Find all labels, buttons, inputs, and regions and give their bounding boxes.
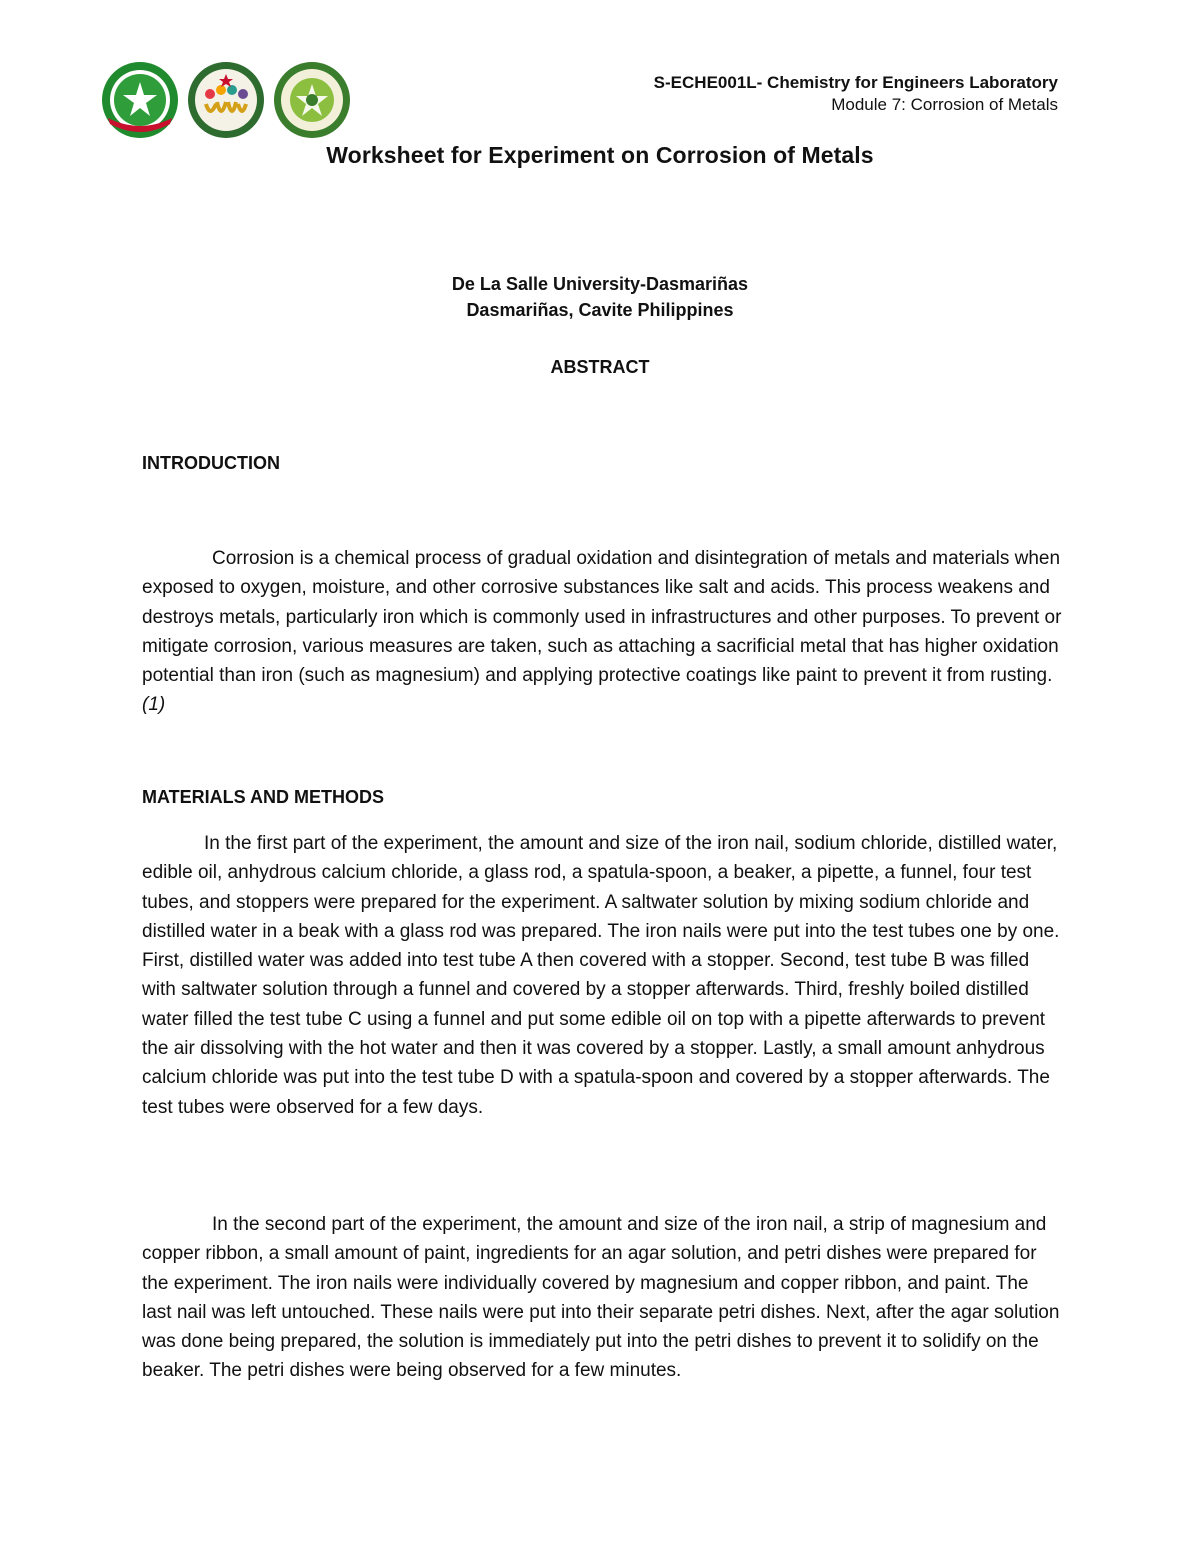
- institution-name: De La Salle University-Dasmariñas: [451, 274, 749, 294]
- module-title: Module 7: Corrosion of Metals: [831, 95, 1058, 114]
- methods-paragraph-2: In the second part of the experiment, the amount and size of the iron nail, a strip of magnesium and copper ribbon, a small amount of paint, ingredients for an agar solution, and petri dishes were prepared for the experiment. The iron nails were individually covered by magnesium and copper ribbon, and paint. The last nail was left untouched. These nails were put into their separate petri dishes. Next, after the agar solution was done being prepared, the solution is immediately put into the petri dishes to prevent it to solidify on the beaker. The petri dishes were being observed for a few minutes.: [142, 1214, 1060, 1382]
- introduction-paragraph: Corrosion is a chemical process of gradual oxidation and disintegration of metals and materials when exposed to oxygen, moisture, and other corrosive substances like salt and acids. This process weakens and destroys metals, particularly iron which is commonly used in infrastructures and other purposes. To prevent or mitigate corrosion, various measures are taken, such as attaching a sacrificial metal that has higher oxidation potential than iron (such as magnesium) and applying protective coatings like paint to prevent it from rusting. (1): [142, 548, 1062, 716]
- citation: (1): [142, 694, 166, 716]
- introduction-heading: INTRODUCTION: [142, 453, 280, 473]
- abstract-heading: ABSTRACT: [550, 357, 650, 377]
- college-logo: [186, 60, 266, 140]
- institution-location: Dasmariñas, Cavite Philippines: [466, 300, 734, 320]
- course-header: [654, 72, 1058, 116]
- methods-paragraph-1: In the first part of the experiment, the amount and size of the iron nail, sodium chloride, distilled water, edible oil, anhydrous calcium chloride, a glass rod, a spatula-spoon, a beaker, a pipette, a funnel, four test tubes, and stoppers were prepared for the experiment. A saltwater solution by mixing sodium chloride and distilled water in a beak with a glass rod was prepared. The iron nails were put into the test tubes one by one. First, distilled water was added into test tube A then covered with a stopper. Second, test tube B was filled with saltwater solution through a funnel and covered by a stopper afterwards. Third, freshly boiled distilled water filled the test tube C using a funnel and put some edible oil on top with a pipette afterwards to prevent the air dissolving with the hot water and then it was covered by a stopper. Lastly, a small amount anhydrous calcium chloride was put into the test tube D with a spatula-spoon and covered by a stopper afterwards. The test tubes were observed for a few days.: [142, 833, 1060, 1118]
- methods-heading: MATERIALS AND METHODS: [142, 787, 384, 807]
- department-logo: [272, 60, 352, 140]
- course-title: S-ECHE001L- Chemistry for Engineers Laboratory: [653, 73, 1058, 92]
- worksheet-title: Worksheet for Experiment on Corrosion of Metals: [326, 142, 874, 168]
- university-seal-logo: [100, 60, 180, 140]
